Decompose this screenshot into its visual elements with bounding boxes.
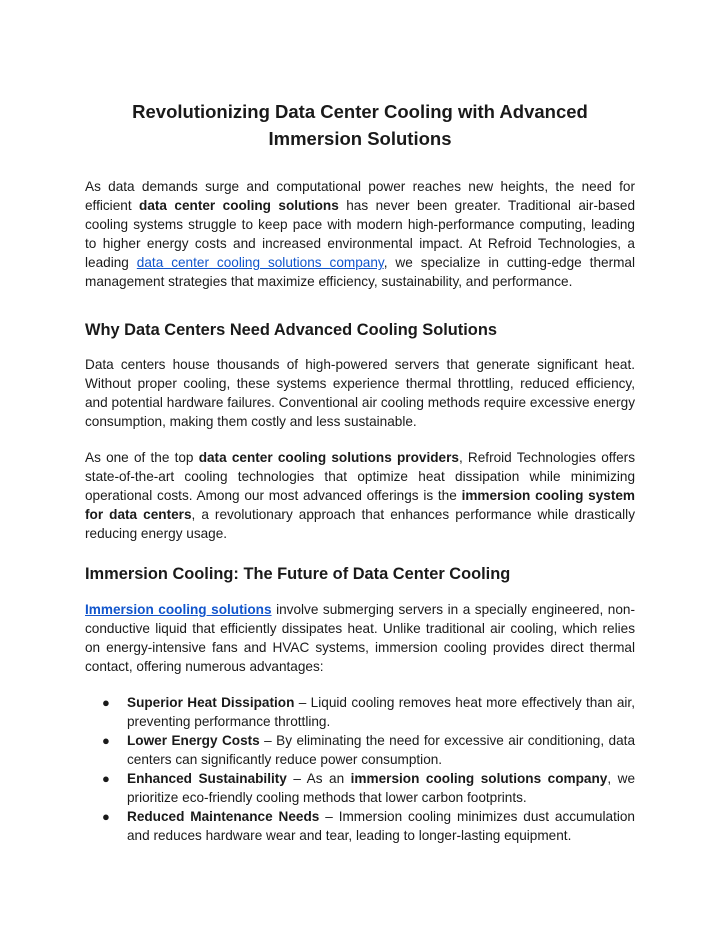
immersion-solutions-link[interactable] [85,602,272,617]
cooling-company-link[interactable]: data center cooling solutions company [136,255,384,270]
list-item-bold: Enhanced Sustainability [127,771,287,786]
section-heading-immersion: Immersion Cooling: The Future of Data Center Cooling [85,565,511,583]
intro-text-2: has never been greater. Traditional air-based cooling systems struggle to keep pace with modern high-performance computing, leading to higher energy costs and increased environmental impact. At Refroid Technologies, a leading [85,198,636,270]
why-p2-bold-1: data center cooling solutions providers [198,450,459,465]
section-heading-why: Why Data Centers Need Advanced Cooling Solutions [85,321,497,339]
immersion-link-text: Immersion cooling solutions [85,602,272,617]
list-item-bold-2: immersion cooling solutions company [350,771,608,786]
why-paragraph-2 [85,448,635,543]
page-title: Revolutionizing Data Center Cooling with Advanced Immersion Solutions [132,101,588,149]
why-p2-text-3: , a revolutionary approach that enhances performance while drastically reducing energy usage. [85,507,635,541]
immersion-text-1: involve submerging servers in a specially engineered, non-conductive liquid that efficiently dissipates heat. Unlike traditional air cooling, which relies on energy-intensive fans and HVAC systems, immersion cooling provides direct thermal contact, offering numerous advantages: [85,602,635,674]
list-item-bold: Reduced Maintenance Needs [127,809,320,824]
advantages-list [85,693,635,845]
list-item-text: – By eliminating the need for excessive air conditioning, data centers can significantly reduce power consumption. [127,733,636,767]
list-item [85,769,635,807]
intro-bold-1: data center cooling solutions [139,198,339,213]
document-body [85,98,635,845]
intro-text-1: As data demands surge and computational power reaches new heights, the need for efficient [85,179,635,213]
list-item-text: – Immersion cooling minimizes dust accumulation and reduces hardware wear and tear, leading to longer-lasting equipment. [127,809,635,843]
why-p2-bold-2: immersion cooling system for data centers [85,488,636,522]
list-item [85,807,635,845]
intro-text-3: , we specialize in cutting-edge thermal management strategies that maximize efficiency, sustainability, and performance. [85,255,635,289]
intro-paragraph [85,177,635,291]
bullet-icon: ● [102,733,110,748]
bullet-icon: ● [102,809,110,824]
list-item-text: – Liquid cooling removes heat more effectively than air, preventing performance throttling. [127,695,635,729]
list-item-text: – As an [286,771,351,786]
list-item-bold: Superior Heat Dissipation [127,695,295,710]
why-p2-text-1: As one of the top [85,450,199,465]
bullet-icon: ● [102,771,110,786]
why-paragraph-1: Data centers house thousands of high-powered servers that generate significant heat. Without proper cooling, these systems experience thermal throttling, reduced efficiency, and potential hardware failures. Conventional air cooling methods require excessive energy consumption, making them costly and less sustainable. [85,357,635,429]
list-item [85,731,635,769]
list-item-text-2: , we prioritize eco-friendly cooling methods that lower carbon footprints. [127,771,636,805]
list-item-bold: Lower Energy Costs [127,733,260,748]
list-item [85,693,635,731]
bullet-icon: ● [102,695,110,710]
immersion-paragraph [85,600,635,676]
why-p2-text-2: , Refroid Technologies offers state-of-the-art cooling technologies that optimize heat dissipation while minimizing operational costs. Among our most advanced offerings is the [85,450,635,503]
